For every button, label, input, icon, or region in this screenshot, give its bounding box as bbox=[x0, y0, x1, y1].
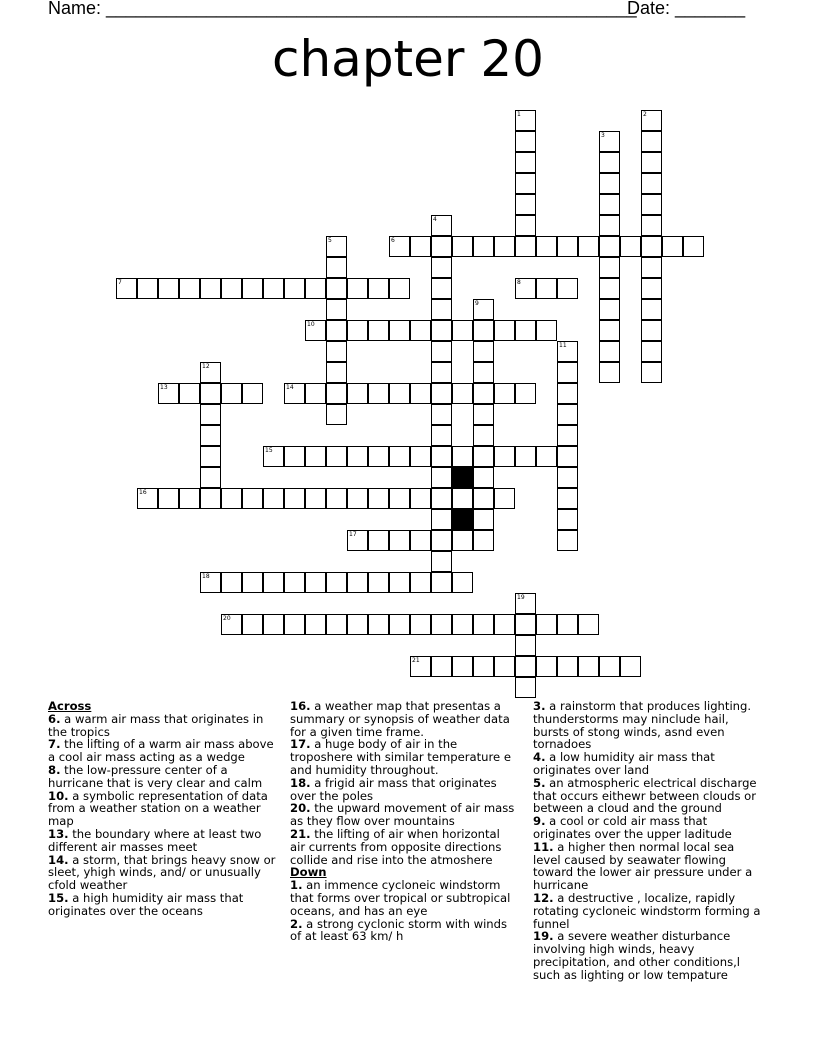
grid-cell-18[interactable] bbox=[200, 572, 221, 593]
grid-cell[interactable] bbox=[620, 236, 641, 257]
grid-cell[interactable] bbox=[515, 173, 536, 194]
grid-cell[interactable] bbox=[599, 341, 620, 362]
grid-cell-9[interactable] bbox=[473, 299, 494, 320]
clue-down-19: 19. a severe weather disturbance involving high winds, heavy precipitation, and other conditions,l such as lighting or low tempature bbox=[533, 929, 741, 982]
grid-cell[interactable] bbox=[326, 488, 347, 509]
grid-cell[interactable] bbox=[221, 278, 242, 299]
grid-cell[interactable] bbox=[242, 572, 263, 593]
grid-cell[interactable] bbox=[326, 257, 347, 278]
grid-cell[interactable] bbox=[473, 530, 494, 551]
grid-cell[interactable] bbox=[431, 614, 452, 635]
grid-cell[interactable] bbox=[599, 299, 620, 320]
grid-cell[interactable] bbox=[536, 446, 557, 467]
grid-cell[interactable] bbox=[326, 614, 347, 635]
grid-cell[interactable] bbox=[473, 509, 494, 530]
clue-across-21: 21. the lifting of air when horizontal air currents from opposite directions collide and rise into the atmoshere bbox=[290, 826, 502, 867]
grid-cell-20[interactable] bbox=[221, 614, 242, 635]
grid-cell[interactable] bbox=[515, 236, 536, 257]
clues-column-3 bbox=[533, 700, 761, 982]
grid-cell[interactable] bbox=[641, 320, 662, 341]
grid-cell[interactable] bbox=[431, 299, 452, 320]
clue-number: 21 bbox=[412, 657, 420, 664]
grid-cell[interactable] bbox=[473, 614, 494, 635]
grid-cell[interactable] bbox=[599, 257, 620, 278]
clue-number: 13 bbox=[160, 384, 168, 391]
grid-cell[interactable] bbox=[221, 383, 242, 404]
grid-cell[interactable] bbox=[641, 257, 662, 278]
grid-cell[interactable] bbox=[200, 278, 221, 299]
grid-cell-7[interactable] bbox=[116, 278, 137, 299]
grid-cell[interactable] bbox=[389, 320, 410, 341]
grid-cell[interactable] bbox=[557, 467, 578, 488]
clue-across-14: 14. a storm, that brings heavy snow or sleet, yhigh winds, and/ or unusually cfold weather bbox=[48, 852, 276, 893]
clue-down-12: 12. a destructive , localize, rapidly rotating cycloneic windstorm forming a funnel bbox=[533, 890, 761, 931]
grid-cell[interactable] bbox=[431, 509, 452, 530]
grid-cell[interactable] bbox=[683, 236, 704, 257]
grid-cell[interactable] bbox=[599, 152, 620, 173]
grid-cell-3[interactable] bbox=[599, 131, 620, 152]
grid-cell[interactable] bbox=[305, 614, 326, 635]
grid-cell[interactable] bbox=[326, 383, 347, 404]
grid-cell[interactable] bbox=[158, 278, 179, 299]
grid-cell[interactable] bbox=[368, 488, 389, 509]
grid-cell[interactable] bbox=[620, 656, 641, 677]
grid-cell[interactable] bbox=[599, 236, 620, 257]
grid-cell[interactable] bbox=[179, 278, 200, 299]
grid-cell[interactable] bbox=[536, 656, 557, 677]
date-field-label: Date: _______ bbox=[627, 0, 746, 18]
grid-cell[interactable] bbox=[263, 488, 284, 509]
grid-cell[interactable] bbox=[557, 236, 578, 257]
grid-cell[interactable] bbox=[662, 236, 683, 257]
grid-cell-13[interactable] bbox=[158, 383, 179, 404]
grid-cell[interactable] bbox=[263, 572, 284, 593]
grid-cell[interactable] bbox=[452, 320, 473, 341]
grid-cell[interactable] bbox=[452, 530, 473, 551]
down-heading: Down bbox=[290, 865, 327, 880]
name-field-label: Name: _____________________________________________________ bbox=[48, 0, 637, 18]
grid-cell[interactable] bbox=[263, 614, 284, 635]
grid-cell[interactable] bbox=[599, 362, 620, 383]
grid-cell-15[interactable] bbox=[263, 446, 284, 467]
grid-cell[interactable] bbox=[242, 488, 263, 509]
grid-cell[interactable] bbox=[326, 320, 347, 341]
grid-cell[interactable] bbox=[557, 614, 578, 635]
grid-cell[interactable] bbox=[431, 278, 452, 299]
grid-cell[interactable] bbox=[599, 194, 620, 215]
clue-across-6: 6. a warm air mass that originates in the tropics bbox=[48, 711, 264, 739]
grid-cell[interactable] bbox=[347, 446, 368, 467]
grid-cell[interactable] bbox=[431, 656, 452, 677]
grid-cell[interactable] bbox=[284, 572, 305, 593]
grid-cell[interactable] bbox=[641, 194, 662, 215]
grid-cell[interactable] bbox=[431, 383, 452, 404]
grid-cell[interactable] bbox=[410, 383, 431, 404]
grid-cell[interactable] bbox=[410, 488, 431, 509]
grid-cell[interactable] bbox=[557, 530, 578, 551]
grid-cell[interactable] bbox=[494, 236, 515, 257]
grid-cell[interactable] bbox=[494, 614, 515, 635]
grid-cell[interactable] bbox=[473, 341, 494, 362]
grid-cell-16[interactable] bbox=[137, 488, 158, 509]
grid-cell[interactable] bbox=[431, 467, 452, 488]
grid-cell[interactable] bbox=[305, 383, 326, 404]
grid-cell[interactable] bbox=[305, 278, 326, 299]
grid-cell[interactable] bbox=[200, 467, 221, 488]
grid-cell[interactable] bbox=[368, 446, 389, 467]
grid-cell[interactable] bbox=[578, 614, 599, 635]
grid-cell[interactable] bbox=[515, 320, 536, 341]
grid-cell[interactable] bbox=[557, 488, 578, 509]
grid-cell[interactable] bbox=[473, 362, 494, 383]
clue-number: 3 bbox=[601, 132, 605, 139]
grid-cell[interactable] bbox=[389, 614, 410, 635]
clue-across-15: 15. a high humidity air mass that originates over the oceans bbox=[48, 890, 244, 918]
grid-cell[interactable] bbox=[431, 425, 452, 446]
grid-cell-6[interactable] bbox=[389, 236, 410, 257]
grid-cell[interactable] bbox=[137, 278, 158, 299]
grid-cell[interactable] bbox=[473, 656, 494, 677]
grid-cell[interactable] bbox=[389, 446, 410, 467]
grid-cell[interactable] bbox=[557, 656, 578, 677]
page-title: chapter 20 bbox=[272, 30, 544, 88]
grid-cell[interactable] bbox=[578, 236, 599, 257]
grid-cell[interactable] bbox=[473, 467, 494, 488]
grid-cell[interactable] bbox=[347, 383, 368, 404]
clue-number: 8 bbox=[517, 279, 521, 286]
grid-cell[interactable] bbox=[326, 299, 347, 320]
grid-cell[interactable] bbox=[473, 446, 494, 467]
grid-cell[interactable] bbox=[200, 425, 221, 446]
grid-cell[interactable] bbox=[242, 614, 263, 635]
grid-cell[interactable] bbox=[431, 320, 452, 341]
grid-cell[interactable] bbox=[641, 341, 662, 362]
grid-cell[interactable] bbox=[200, 404, 221, 425]
grid-cell-4[interactable] bbox=[431, 215, 452, 236]
grid-cell[interactable] bbox=[284, 278, 305, 299]
grid-cell[interactable] bbox=[494, 488, 515, 509]
clue-down-1: 1. an immence cycloneic windstorm that forms over tropical or subtropical oceans, and has an eye bbox=[290, 878, 511, 918]
grid-cell[interactable] bbox=[641, 278, 662, 299]
clue-number: 12 bbox=[202, 363, 210, 370]
grid-cell[interactable] bbox=[179, 488, 200, 509]
clue-number: 14 bbox=[286, 384, 294, 391]
grid-cell[interactable] bbox=[536, 278, 557, 299]
grid-cell[interactable] bbox=[599, 656, 620, 677]
grid-cell[interactable] bbox=[515, 215, 536, 236]
grid-cell-14[interactable] bbox=[284, 383, 305, 404]
clue-down-2: 2. a strong cyclonic storm with winds of at least 63 km/ h bbox=[290, 916, 508, 944]
black-square bbox=[452, 509, 473, 530]
clue-down-4: 4. a low humidity air mass that originates over land bbox=[533, 750, 715, 777]
grid-cell[interactable] bbox=[326, 404, 347, 425]
grid-cell[interactable] bbox=[557, 446, 578, 467]
grid-cell[interactable] bbox=[557, 278, 578, 299]
grid-cell-10[interactable] bbox=[305, 320, 326, 341]
grid-cell[interactable] bbox=[641, 131, 662, 152]
clue-across-10: 10. a symbolic representation of data from a weather station on a weather map bbox=[48, 788, 268, 829]
grid-cell[interactable] bbox=[557, 383, 578, 404]
grid-cell[interactable] bbox=[242, 383, 263, 404]
grid-cell[interactable] bbox=[431, 236, 452, 257]
grid-cell[interactable] bbox=[452, 614, 473, 635]
grid-cell[interactable] bbox=[200, 446, 221, 467]
grid-cell[interactable] bbox=[347, 488, 368, 509]
grid-cell[interactable] bbox=[557, 362, 578, 383]
grid-cell[interactable] bbox=[515, 656, 536, 677]
clues-column-2 bbox=[290, 700, 518, 943]
grid-cell[interactable] bbox=[284, 446, 305, 467]
grid-cell-21[interactable] bbox=[410, 656, 431, 677]
clue-across-8: 8. the low-pressure center of a hurricane that is very clear and calm bbox=[48, 762, 263, 790]
grid-cell[interactable] bbox=[494, 320, 515, 341]
clue-down-11: 11. a higher then normal local sea level caused by seawater flowing toward the lower air pressure under a hurricane bbox=[533, 839, 753, 893]
grid-cell[interactable] bbox=[599, 278, 620, 299]
grid-cell[interactable] bbox=[305, 446, 326, 467]
grid-cell[interactable] bbox=[536, 236, 557, 257]
grid-cell[interactable] bbox=[536, 614, 557, 635]
grid-cell[interactable] bbox=[221, 488, 242, 509]
grid-cell[interactable] bbox=[473, 383, 494, 404]
grid-cell[interactable] bbox=[431, 404, 452, 425]
grid-cell[interactable] bbox=[599, 215, 620, 236]
grid-cell[interactable] bbox=[515, 614, 536, 635]
grid-cell[interactable] bbox=[347, 614, 368, 635]
grid-cell[interactable] bbox=[452, 488, 473, 509]
grid-cell-5[interactable] bbox=[326, 236, 347, 257]
grid-cell[interactable] bbox=[557, 425, 578, 446]
grid-cell-11[interactable] bbox=[557, 341, 578, 362]
black-square bbox=[452, 467, 473, 488]
grid-cell[interactable] bbox=[368, 530, 389, 551]
grid-cell[interactable] bbox=[389, 383, 410, 404]
grid-cell[interactable] bbox=[515, 194, 536, 215]
grid-cell[interactable] bbox=[431, 341, 452, 362]
grid-cell[interactable] bbox=[431, 362, 452, 383]
grid-cell[interactable] bbox=[599, 320, 620, 341]
grid-cell[interactable] bbox=[452, 656, 473, 677]
grid-cell[interactable] bbox=[515, 635, 536, 656]
clue-number: 18 bbox=[202, 573, 210, 580]
grid-cell[interactable] bbox=[305, 572, 326, 593]
grid-cell[interactable] bbox=[452, 572, 473, 593]
across-heading: Across bbox=[48, 699, 92, 713]
grid-cell[interactable] bbox=[263, 278, 284, 299]
clue-number: 11 bbox=[559, 342, 567, 349]
grid-cell[interactable] bbox=[578, 656, 599, 677]
grid-cell[interactable] bbox=[410, 614, 431, 635]
grid-cell[interactable] bbox=[431, 551, 452, 572]
grid-cell[interactable] bbox=[515, 446, 536, 467]
grid-cell-8[interactable] bbox=[515, 278, 536, 299]
clue-number: 16 bbox=[139, 489, 147, 496]
clues-column-1 bbox=[48, 700, 276, 918]
grid-cell[interactable] bbox=[452, 383, 473, 404]
grid-cell[interactable] bbox=[410, 530, 431, 551]
grid-cell[interactable] bbox=[557, 509, 578, 530]
grid-cell[interactable] bbox=[326, 278, 347, 299]
clue-across-20: 20. the upward movement of air mass as they flow over mountains bbox=[290, 801, 515, 829]
clue-across-17: 17. a huge body of air in the troposhere with similar temperature e and humidity throughout. bbox=[290, 737, 511, 777]
grid-cell-1[interactable] bbox=[515, 110, 536, 131]
grid-cell[interactable] bbox=[494, 656, 515, 677]
clue-across-7: 7. the lifting of a warm air mass above a cool air mass acting as a wedge bbox=[48, 737, 274, 765]
grid-cell[interactable] bbox=[641, 152, 662, 173]
grid-cell[interactable] bbox=[494, 446, 515, 467]
clue-number: 17 bbox=[349, 531, 357, 538]
grid-cell[interactable] bbox=[326, 362, 347, 383]
grid-cell[interactable] bbox=[347, 320, 368, 341]
grid-cell-17[interactable] bbox=[347, 530, 368, 551]
clue-number: 15 bbox=[265, 447, 273, 454]
grid-cell[interactable] bbox=[158, 488, 179, 509]
clue-number: 19 bbox=[517, 594, 525, 601]
grid-cell[interactable] bbox=[368, 383, 389, 404]
grid-cell[interactable] bbox=[473, 425, 494, 446]
grid-cell[interactable] bbox=[431, 446, 452, 467]
grid-cell-19[interactable] bbox=[515, 593, 536, 614]
grid-cell-2[interactable] bbox=[641, 110, 662, 131]
grid-cell[interactable] bbox=[599, 173, 620, 194]
grid-cell[interactable] bbox=[473, 236, 494, 257]
grid-cell[interactable] bbox=[515, 131, 536, 152]
grid-cell[interactable] bbox=[557, 404, 578, 425]
grid-cell[interactable] bbox=[431, 530, 452, 551]
grid-cell[interactable] bbox=[305, 488, 326, 509]
grid-cell[interactable] bbox=[347, 278, 368, 299]
clue-number: 2 bbox=[643, 111, 647, 118]
grid-cell[interactable] bbox=[410, 320, 431, 341]
grid-cell[interactable] bbox=[641, 362, 662, 383]
grid-cell[interactable] bbox=[431, 488, 452, 509]
grid-cell[interactable] bbox=[431, 572, 452, 593]
grid-cell[interactable] bbox=[473, 488, 494, 509]
clue-number: 10 bbox=[307, 321, 315, 328]
grid-cell[interactable] bbox=[536, 320, 557, 341]
grid-cell[interactable] bbox=[641, 299, 662, 320]
grid-cell[interactable] bbox=[515, 383, 536, 404]
clue-number: 4 bbox=[433, 216, 437, 223]
clue-number: 20 bbox=[223, 615, 231, 622]
grid-cell[interactable] bbox=[494, 383, 515, 404]
grid-cell[interactable] bbox=[200, 383, 221, 404]
grid-cell[interactable] bbox=[242, 278, 263, 299]
grid-cell[interactable] bbox=[326, 341, 347, 362]
clue-across-16: 16. a weather map that presentas a summary or synopsis of weather data for a given time frame. bbox=[290, 699, 510, 739]
grid-cell[interactable] bbox=[473, 320, 494, 341]
grid-cell[interactable] bbox=[389, 488, 410, 509]
grid-cell[interactable] bbox=[326, 446, 347, 467]
grid-cell[interactable] bbox=[368, 572, 389, 593]
grid-cell[interactable] bbox=[452, 446, 473, 467]
grid-cell[interactable] bbox=[368, 614, 389, 635]
clue-across-13: 13. the boundary where at least two different air masses meet bbox=[48, 826, 262, 854]
grid-cell[interactable] bbox=[368, 320, 389, 341]
clue-down-5: 5. an atmospheric electrical discharge that occurs eithewr between clouds or between a cloud and the ground bbox=[533, 775, 757, 816]
grid-cell[interactable] bbox=[368, 278, 389, 299]
grid-cell[interactable] bbox=[326, 572, 347, 593]
clue-number: 9 bbox=[475, 300, 479, 307]
grid-cell[interactable] bbox=[515, 152, 536, 173]
grid-cell[interactable] bbox=[410, 446, 431, 467]
clue-number: 7 bbox=[118, 279, 122, 286]
grid-cell-12[interactable] bbox=[200, 362, 221, 383]
grid-cell[interactable] bbox=[221, 572, 242, 593]
grid-cell[interactable] bbox=[179, 383, 200, 404]
clue-number: 5 bbox=[328, 237, 332, 244]
grid-cell[interactable] bbox=[641, 215, 662, 236]
grid-cell[interactable] bbox=[410, 572, 431, 593]
grid-cell[interactable] bbox=[515, 677, 536, 698]
grid-cell[interactable] bbox=[389, 530, 410, 551]
grid-cell[interactable] bbox=[641, 236, 662, 257]
grid-cell[interactable] bbox=[452, 236, 473, 257]
grid-cell[interactable] bbox=[431, 257, 452, 278]
grid-cell[interactable] bbox=[284, 488, 305, 509]
grid-cell[interactable] bbox=[389, 572, 410, 593]
clue-across-18: 18. a frigid air mass that originates over the poles bbox=[290, 775, 497, 803]
clue-down-9: 9. a cool or cold air mass that originates over the upper laditude bbox=[533, 814, 732, 841]
clue-number: 1 bbox=[517, 111, 521, 118]
grid-cell[interactable] bbox=[389, 278, 410, 299]
clue-down-3: 3. a rainstorm that produces lighting. thunderstorms may ninclude hail, bursts of stong winds, asnd even tornadoes bbox=[533, 699, 752, 752]
grid-cell[interactable] bbox=[284, 614, 305, 635]
grid-cell[interactable] bbox=[200, 488, 221, 509]
grid-cell[interactable] bbox=[410, 236, 431, 257]
grid-cell[interactable] bbox=[641, 173, 662, 194]
clue-number: 6 bbox=[391, 237, 395, 244]
grid-cell[interactable] bbox=[347, 572, 368, 593]
grid-cell[interactable] bbox=[473, 404, 494, 425]
